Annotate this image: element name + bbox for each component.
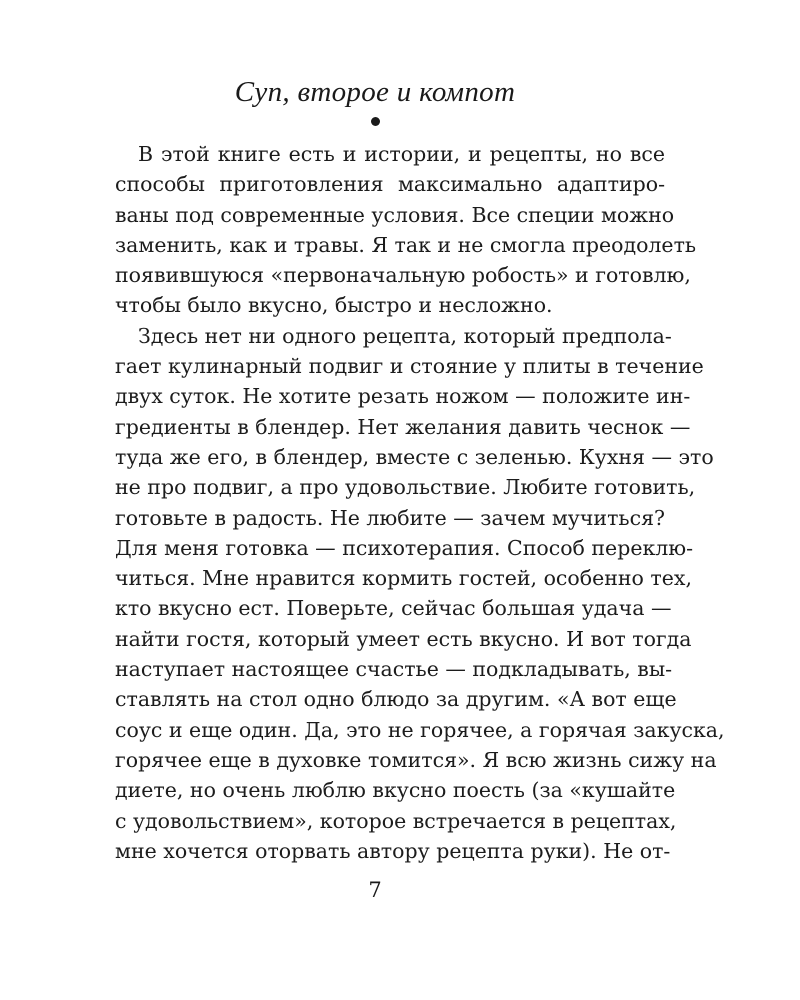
paragraph-2-line-5: туда же его, в блендер, вместе с зеленью. Кухня — это [115, 444, 714, 469]
paragraph-2-line-17: с удовольствием», которое встречается в рецептах, [115, 808, 677, 833]
paragraph-2-line-6: не про подвиг, а про удовольствие. Любите готовить, [115, 475, 696, 500]
paragraph-2-line-14: соус и еще один. Да, это не горячее, а горячая закуска, [115, 717, 725, 742]
paragraph-2-line-15: горячее еще в духовке томится». Я всю жизнь сижу на [115, 747, 717, 772]
running-head-title: Суп, второе и компот [234, 76, 516, 108]
paragraph-1-line-4: заменить, как и травы. Я так и не смогла преодолеть [115, 232, 697, 257]
paragraph-2-line-9: читься. Мне нравится кормить гостей, особенно тех, [115, 566, 692, 591]
paragraph-2-line-8: Для меня готовка — психотерапия. Способ переклю- [115, 535, 694, 560]
paragraph-2-line-16: диете, но очень люблю вкусно поесть (за «кушайте [115, 778, 676, 803]
paragraph-2-line-7: готовьте в радость. Не любите — зачем мучиться? [115, 505, 665, 530]
paragraph-1-line-3: ваны под современные условия. Все специи можно [115, 202, 675, 227]
page-number: 7 [368, 878, 382, 902]
paragraph-2-line-4: гредиенты в блендер. Нет желания давить чеснок — [115, 414, 691, 439]
bullet-dot-icon [371, 117, 380, 126]
paragraph-2-line-3: двух суток. Не хотите резать ножом — положите ин- [115, 384, 691, 409]
paragraph-1-line-2: способы приготовления максимально адаптиро- [115, 172, 665, 197]
paragraph-2-line-2: гает кулинарный подвиг и стояние у плиты в течение [115, 354, 704, 379]
paragraph-2-line-13: ставлять на стол одно блюдо за другим. «А вот еще [115, 687, 677, 712]
paragraph-1-line-1: В этой книге есть и истории, и рецепты, но все [138, 142, 665, 166]
paragraph-1-line-6: чтобы было вкусно, быстро и несложно. [115, 293, 553, 318]
body-text [115, 139, 725, 866]
paragraph-2-line-12: наступает настоящее счастье — подкладывать, вы- [115, 657, 673, 682]
paragraph-2-line-10: кто вкусно ест. Поверьте, сейчас большая удача — [115, 596, 672, 621]
paragraph-2-line-11: найти гостя, который умеет есть вкусно. И вот тогда [115, 626, 692, 651]
paragraph-2-line-1: Здесь нет ни одного рецепта, который предпола- [138, 323, 672, 348]
paragraph-1-line-5: появившуюся «первоначальную робость» и готовлю, [115, 263, 691, 288]
paragraph-2-line-18: мне хочется оторвать автору рецепта руки). Не от- [115, 838, 671, 863]
